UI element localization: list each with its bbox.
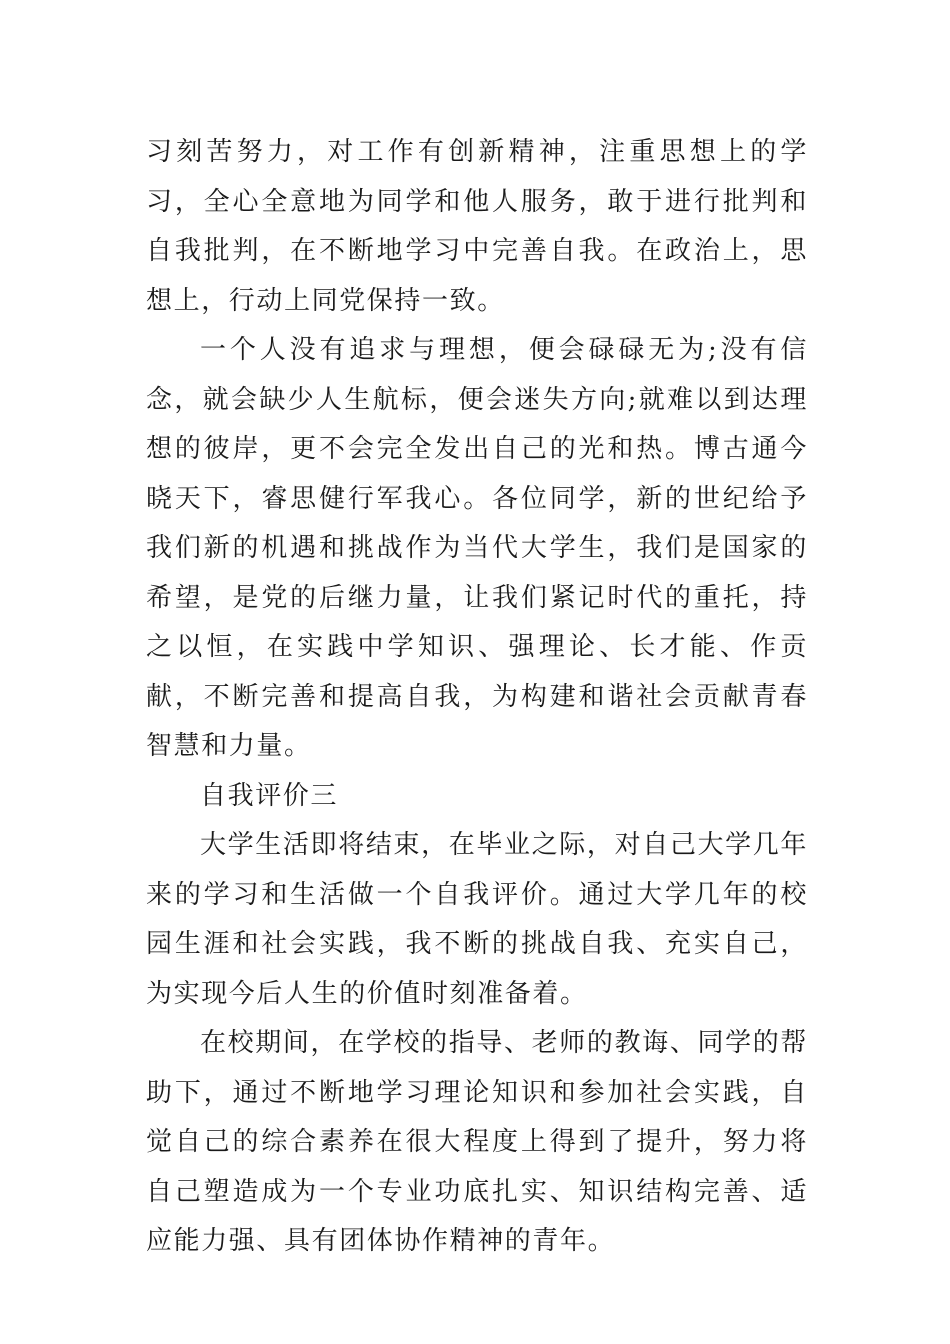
paragraph-school-period: 在校期间，在学校的指导、老师的教诲、同学的帮助下，通过不断地学习理论知识和参加社会实践，自觉自己的综合素养在很大程度上得到了提升，努力将自己塑造成为一个专业功底扎实、知识结构完善、适应能力强、具有团体协作精神的青年。 bbox=[146, 1028, 808, 1256]
section-heading: 自我评价三 bbox=[200, 780, 339, 811]
paragraph-continued: 习刻苦努力，对工作有创新精神，注重思想上的学习，全心全意地为同学和他人服务，敢于进行批判和自我批判，在不断地学习中完善自我。在政治上，思想上，行动上同党保持一致。 bbox=[146, 137, 808, 316]
paragraph-university-summary: 大学生活即将结束，在毕业之际，对自己大学几年来的学习和生活做一个自我评价。通过大学几年的校园生涯和社会实践，我不断的挑战自我、充实自己，为实现今后人生的价值时刻准备着。 bbox=[146, 830, 808, 1009]
document-body bbox=[146, 128, 808, 1267]
paragraph-ideals: 一个人没有追求与理想，便会碌碌无为;没有信念，就会缺少人生航标，便会迷失方向;就难以到达理想的彼岸，更不会完全发出自己的光和热。博古通今晓天下，睿思健行军我心。各位同学，新的世纪给予我们新的机遇和挑战作为当代大学生，我们是国家的希望，是党的后继力量，让我们紧记时代的重托，持之以恒，在实践中学知识、强理论、长才能、作贡献，不断完善和提高自我，为构建和谐社会贡献青春智慧和力量。 bbox=[146, 335, 808, 761]
